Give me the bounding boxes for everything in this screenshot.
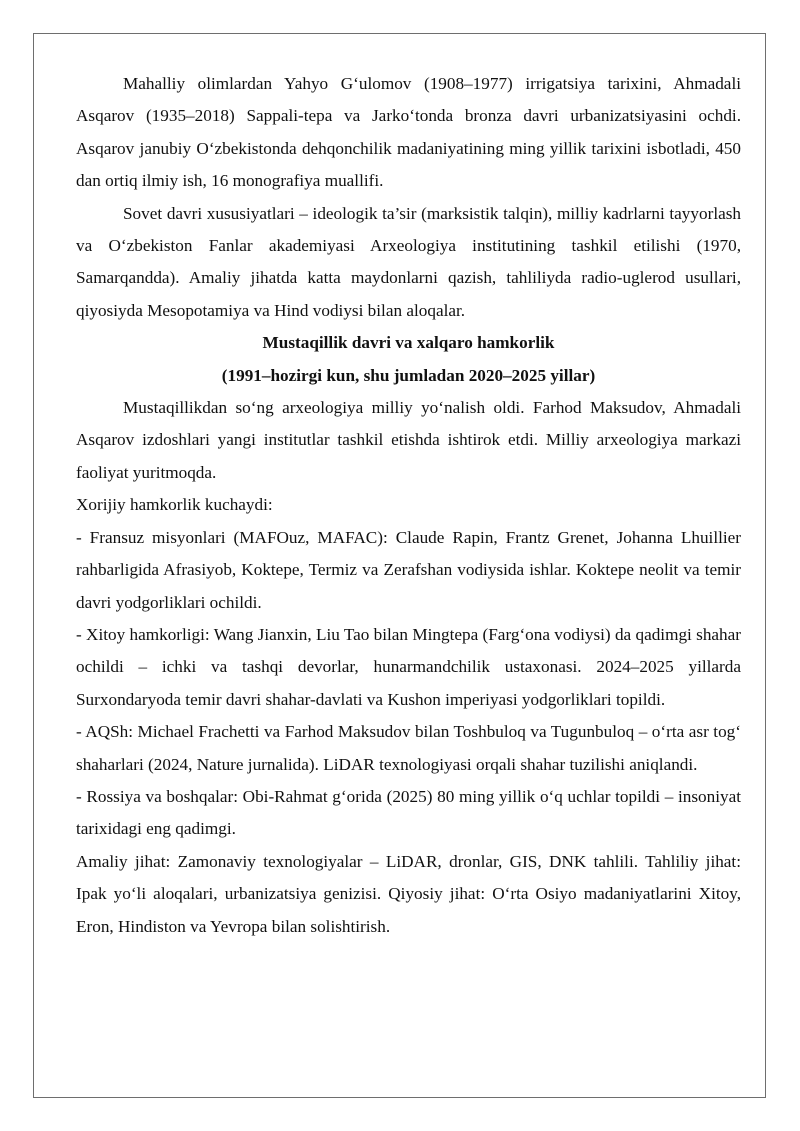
section-heading-title: Mustaqillik davri va xalqaro hamkorlik: [262, 333, 555, 353]
paragraph-summary: Amaliy jihat: Zamonaviy texnologiyalar – LiDAR, dronlar, GIS, DNK tahlili. Tahliliy jihat: Ipak yo‘li aloqalari, urbanizatsiya genizisi. Qiyosiy jihat: O‘rta Osiyo madaniyatlarini Xitoy, Eron, Hindiston va Yevropa bilan solishtirish.: [76, 851, 741, 936]
section-heading-subtitle: (1991–hozirgi kun, shu jumladan 2020–2025 yillar): [221, 365, 596, 385]
paragraph-soviet-period: Sovet davri xususiyatlari – ideologik ta’sir (marksistik talqin), milliy kadrlarni tayyorlash va O‘zbekiston Fanlar akademiyasi Arxeologiya institutining tashkil etilishi (1970, Samarqandda). Amaliy jihatda katta maydonlarni qazish, tahliliyda radio-uglerod usullari, qiyosiyda Mesopotamiya va Hind vodiysi bilan aloqalar.: [76, 203, 741, 320]
cooperation-item-china: - Xitoy hamkorligi: Wang Jianxin, Liu Tao bilan Mingtepa (Farg‘ona vodiysi) da qadimgi shahar ochildi – ichki va tashqi devorlar, hunarmandchilik ustaxonasi. 2024–2025 yillarda Surxondaryoda temir davri shahar-davlati va Kushon imperiyasi yodgorliklari topildi.: [76, 624, 741, 709]
cooperation-item-france: - Fransuz misyonlari (MAFOuz, MAFAC): Claude Rapin, Frantz Grenet, Johanna Lhuillier rahbarligida Afrasiyob, Koktepe, Termiz va Zerafshan vodiysida ishlar. Koktepe neolit va temir davri yodgorliklari ochildi.: [76, 527, 741, 612]
cooperation-item-russia: - Rossiya va boshqalar: Obi-Rahmat g‘orida (2025) 80 ming yillik o‘q uchlar topildi – insoniyat tarixidagi eng qadimgi.: [76, 786, 741, 839]
paragraph-local-scholars: Mahalliy olimlardan Yahyo G‘ulomov (1908–1977) irrigatsiya tarixini, Ahmadali Asqarov (1935–2018) Sappali-tepa va Jarko‘tonda bronza davri urbanizatsiyasini ochdi. Asqarov janubiy O‘zbekistonda dehqonchilik madaniyatining ming yillik tarixini isbotladi, 450 dan ortiq ilmiy ish, 16 monografiya muallifi.: [76, 74, 741, 191]
cooperation-intro: Xorijiy hamkorlik kuchaydi:: [76, 495, 273, 515]
paragraph-independence: Mustaqillikdan so‘ng arxeologiya milliy yo‘nalish oldi. Farhod Maksudov, Ahmadali Asqarov izdoshlari yangi institutlar tashkil etishda ishtirok etdi. Milliy arxeologiya markazi faoliyat yuritmoqda.: [76, 398, 741, 482]
cooperation-item-usa: - AQSh: Michael Frachetti va Farhod Maksudov bilan Toshbuloq va Tugunbuloq – o‘rta asr tog‘ shaharlari (2024, Nature jurnalida). LiDAR texnologiyasi orqali shahar tuzilishi aniqlandi.: [76, 722, 741, 774]
document-body: [76, 68, 741, 943]
